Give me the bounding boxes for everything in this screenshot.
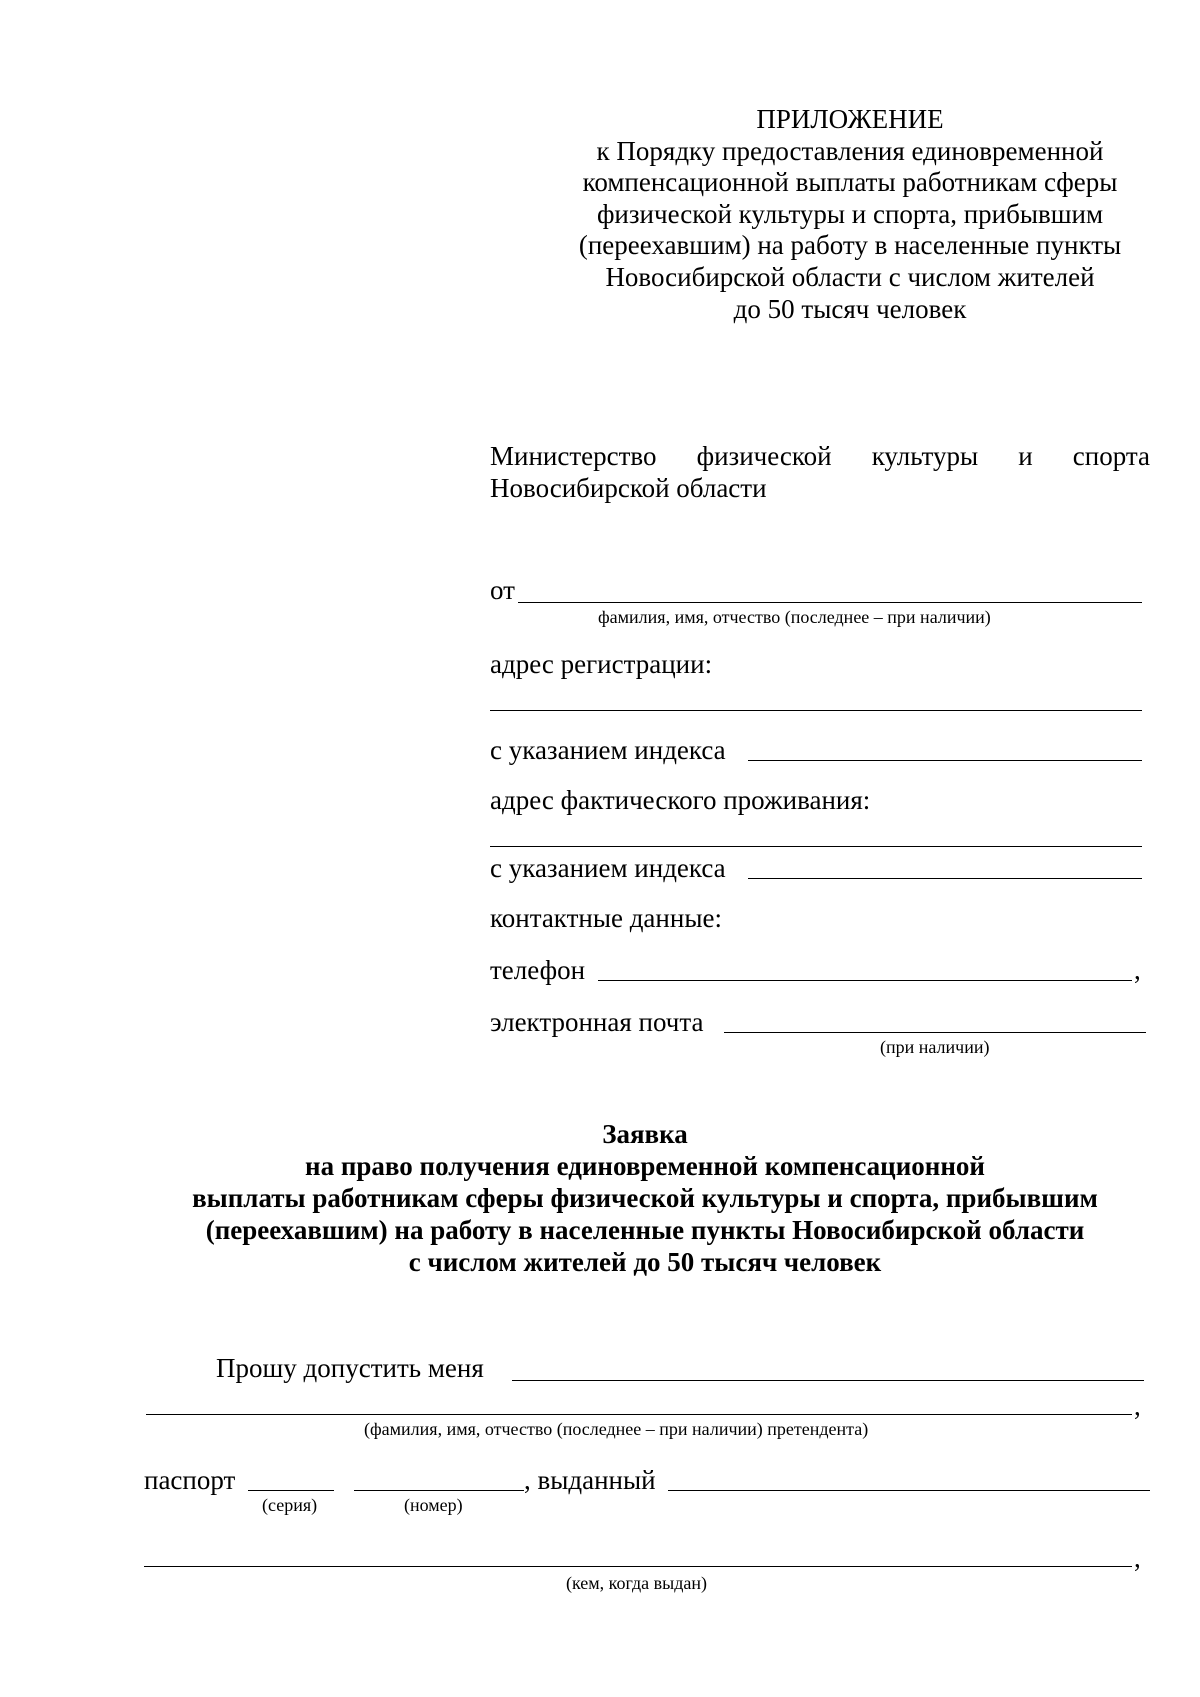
- reg-address-label: адрес регистрации:: [490, 649, 713, 679]
- appendix-line: до 50 тысяч человек: [733, 293, 967, 324]
- actual-address-field-line[interactable]: [490, 846, 1142, 847]
- recipient-word: культуры: [871, 441, 979, 471]
- from-label: от: [490, 575, 515, 605]
- issued-by-field-line[interactable]: [144, 1566, 1132, 1567]
- phone-field-line[interactable]: [598, 980, 1132, 981]
- fio-field-line[interactable]: [518, 602, 1142, 603]
- application-title: Заявка: [602, 1119, 688, 1149]
- recipient-block: [490, 440, 1150, 504]
- fio-hint: фамилия, имя, отчество (последнее – при наличии): [598, 607, 991, 627]
- email-field-line[interactable]: [724, 1032, 1146, 1033]
- application-subtitle-line: с числом жителей до 50 тысяч человек: [408, 1247, 882, 1277]
- email-hint: (при наличии): [880, 1037, 990, 1057]
- number-hint: (номер): [404, 1495, 463, 1515]
- phone-label: телефон: [490, 955, 586, 985]
- appendix-block: [540, 104, 1160, 325]
- appendix-heading: ПРИЛОЖЕНИЕ: [756, 104, 944, 134]
- issued-by-hint: (кем, когда выдан): [566, 1573, 708, 1593]
- applicant-hint: (фамилия, имя, отчество (последнее – при наличии) претендента): [364, 1419, 869, 1439]
- appendix-line: физической культуры и спорта, прибывшим: [596, 198, 1104, 229]
- series-hint: (серия): [262, 1495, 318, 1515]
- recipient-line-1: [490, 440, 1150, 472]
- actual-index-field-line[interactable]: [748, 878, 1142, 879]
- request-text: Прошу допустить меня: [216, 1353, 484, 1383]
- contacts-label: контактные данные:: [490, 903, 722, 933]
- recipient-word: спорта: [1072, 441, 1150, 471]
- index-label-2: с указанием индекса: [490, 853, 726, 883]
- recipient-word: Министерство: [490, 441, 657, 471]
- application-title-block: [100, 1118, 1190, 1278]
- comma-1: ,: [1134, 1391, 1141, 1421]
- index-label-1: с указанием индекса: [490, 735, 726, 765]
- passport-number-field-line[interactable]: [354, 1490, 524, 1491]
- reg-index-field-line[interactable]: [748, 760, 1142, 761]
- application-subtitle-line: на право получения единовременной компенсационной: [305, 1151, 985, 1181]
- passport-series-field-line[interactable]: [248, 1490, 334, 1491]
- passport-issued-field-line[interactable]: [668, 1490, 1150, 1491]
- issued-label: , выданный: [524, 1465, 656, 1495]
- appendix-line: (переехавшим) на работу в населенные пункты: [578, 230, 1122, 261]
- passport-label: паспорт: [144, 1465, 236, 1495]
- appendix-line: компенсационной выплаты работникам сферы: [582, 167, 1118, 198]
- applicant-name-field-line-2[interactable]: [146, 1414, 1132, 1415]
- application-subtitle-line: выплаты работникам сферы физической культуры и спорта, прибывшим: [192, 1183, 1098, 1213]
- appendix-line: Новосибирской области с числом жителей: [605, 261, 1095, 292]
- reg-address-field-line[interactable]: [490, 710, 1142, 711]
- recipient-word: физической: [696, 441, 832, 471]
- recipient-line-2: Новосибирской области: [490, 473, 767, 503]
- appendix-line: к Порядку предоставления единовременной: [596, 135, 1104, 166]
- comma-2: ,: [1134, 1543, 1141, 1573]
- actual-address-label: адрес фактического проживания:: [490, 785, 871, 815]
- applicant-name-field-line-1[interactable]: [512, 1380, 1144, 1381]
- application-subtitle-line: (переехавшим) на работу в населенные пункты Новосибирской области: [205, 1215, 1085, 1245]
- phone-comma: ,: [1134, 955, 1141, 985]
- email-label: электронная почта: [490, 1007, 704, 1037]
- recipient-word: и: [1018, 441, 1033, 471]
